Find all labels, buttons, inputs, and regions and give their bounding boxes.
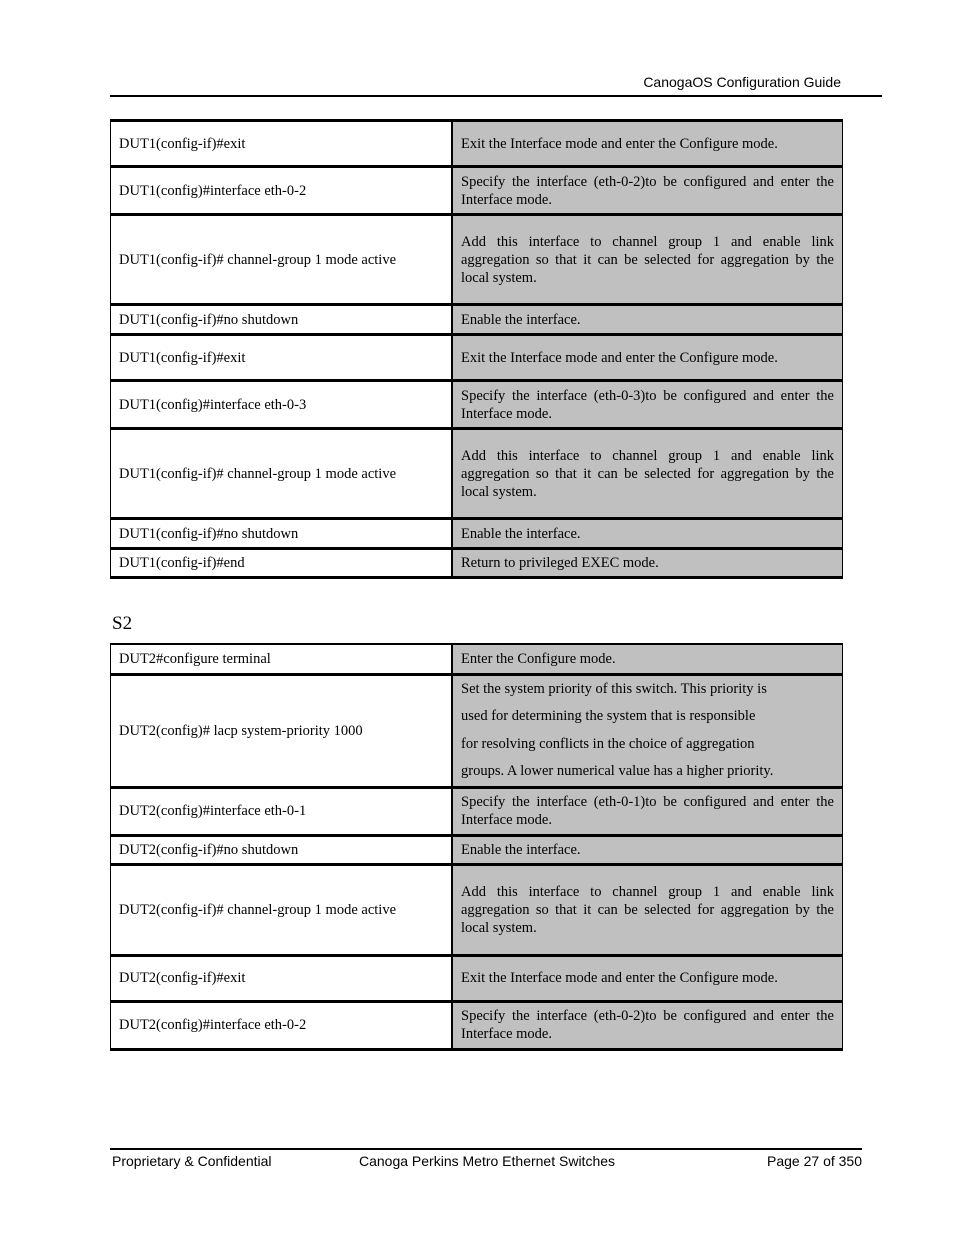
- description-cell: Specify the interface (eth-0-2)to be configured and enter the Interface mode.: [452, 167, 843, 215]
- table-row: [111, 167, 843, 215]
- command-table-s1: [110, 119, 843, 579]
- description-cell: Enable the interface.: [452, 519, 843, 549]
- description-cell: Exit the Interface mode and enter the Configure mode.: [452, 955, 843, 1001]
- command-cell: DUT2(config-if)#no shutdown: [111, 835, 453, 864]
- table-row: [111, 835, 843, 864]
- page-header-title: CanogaOS Configuration Guide: [643, 74, 841, 90]
- command-cell: DUT2(config)#interface eth-0-2: [111, 1001, 453, 1049]
- description-cell: Add this interface to channel group 1 and enable link aggregation so that it can be selected for aggregation by the local system.: [452, 215, 843, 305]
- description-line: groups. A lower numerical value has a higher priority.: [461, 763, 774, 779]
- table-row: [111, 787, 843, 835]
- footer-rule: [110, 1148, 862, 1150]
- table-row: [111, 215, 843, 305]
- description-line: used for determining the system that is responsible: [461, 708, 756, 724]
- command-cell: DUT1(config-if)# channel-group 1 mode active: [111, 429, 453, 519]
- description-cell: Add this interface to channel group 1 and enable link aggregation so that it can be selected for aggregation by the local system.: [452, 429, 843, 519]
- description-cell: Exit the Interface mode and enter the Configure mode.: [452, 335, 843, 381]
- description-cell: [452, 674, 843, 787]
- section-label: S2: [112, 613, 133, 634]
- command-cell: DUT2(config-if)# channel-group 1 mode active: [111, 864, 453, 955]
- footer-left-text: Proprietary & Confidential: [112, 1153, 272, 1169]
- description-cell: Exit the Interface mode and enter the Configure mode.: [452, 121, 843, 167]
- description-cell: Specify the interface (eth-0-3)to be configured and enter the Interface mode.: [452, 381, 843, 429]
- table-row: [111, 519, 843, 549]
- description-cell: Enter the Configure mode.: [452, 644, 843, 674]
- table-row: [111, 305, 843, 335]
- command-cell: DUT2(config)# lacp system-priority 1000: [111, 674, 453, 787]
- table-row: [111, 644, 843, 674]
- description-cell: Enable the interface.: [452, 835, 843, 864]
- command-cell: DUT1(config-if)#no shutdown: [111, 519, 453, 549]
- command-table-s2: [110, 643, 843, 1051]
- command-cell: DUT1(config)#interface eth-0-2: [111, 167, 453, 215]
- command-cell: DUT2(config-if)#exit: [111, 955, 453, 1001]
- footer-center-text: Canoga Perkins Metro Ethernet Switches: [359, 1153, 616, 1169]
- command-cell: DUT1(config-if)#no shutdown: [111, 305, 453, 335]
- table-row: [111, 1001, 843, 1049]
- description-cell: Add this interface to channel group 1 and enable link aggregation so that it can be selected for aggregation by the local system.: [452, 864, 843, 955]
- table-row: [111, 335, 843, 381]
- description-line: for resolving conflicts in the choice of aggregation: [461, 735, 755, 752]
- table-row: [111, 429, 843, 519]
- description-cell: Return to privileged EXEC mode.: [452, 549, 843, 578]
- table-row: [111, 864, 843, 955]
- table-row: [111, 121, 843, 167]
- command-cell: DUT2(config)#interface eth-0-1: [111, 787, 453, 835]
- table-row: [111, 381, 843, 429]
- command-cell: DUT1(config-if)#exit: [111, 335, 453, 381]
- table-row: [111, 674, 843, 787]
- description-cell: Enable the interface.: [452, 305, 843, 335]
- command-cell: DUT1(config-if)#end: [111, 549, 453, 578]
- table-row: [111, 955, 843, 1001]
- command-cell: DUT1(config-if)# channel-group 1 mode active: [111, 215, 453, 305]
- description-cell: Specify the interface (eth-0-1)to be configured and enter the Interface mode.: [452, 787, 843, 835]
- footer-page-number: Page 27 of 350: [767, 1153, 862, 1169]
- table-row: [111, 549, 843, 578]
- command-cell: DUT1(config-if)#exit: [111, 121, 453, 167]
- command-cell: DUT2#configure terminal: [111, 644, 453, 674]
- description-cell: Specify the interface (eth-0-2)to be configured and enter the Interface mode.: [452, 1001, 843, 1049]
- command-cell: DUT1(config)#interface eth-0-3: [111, 381, 453, 429]
- header-rule: [110, 95, 882, 97]
- description-line: Set the system priority of this switch. This priority is: [461, 680, 767, 697]
